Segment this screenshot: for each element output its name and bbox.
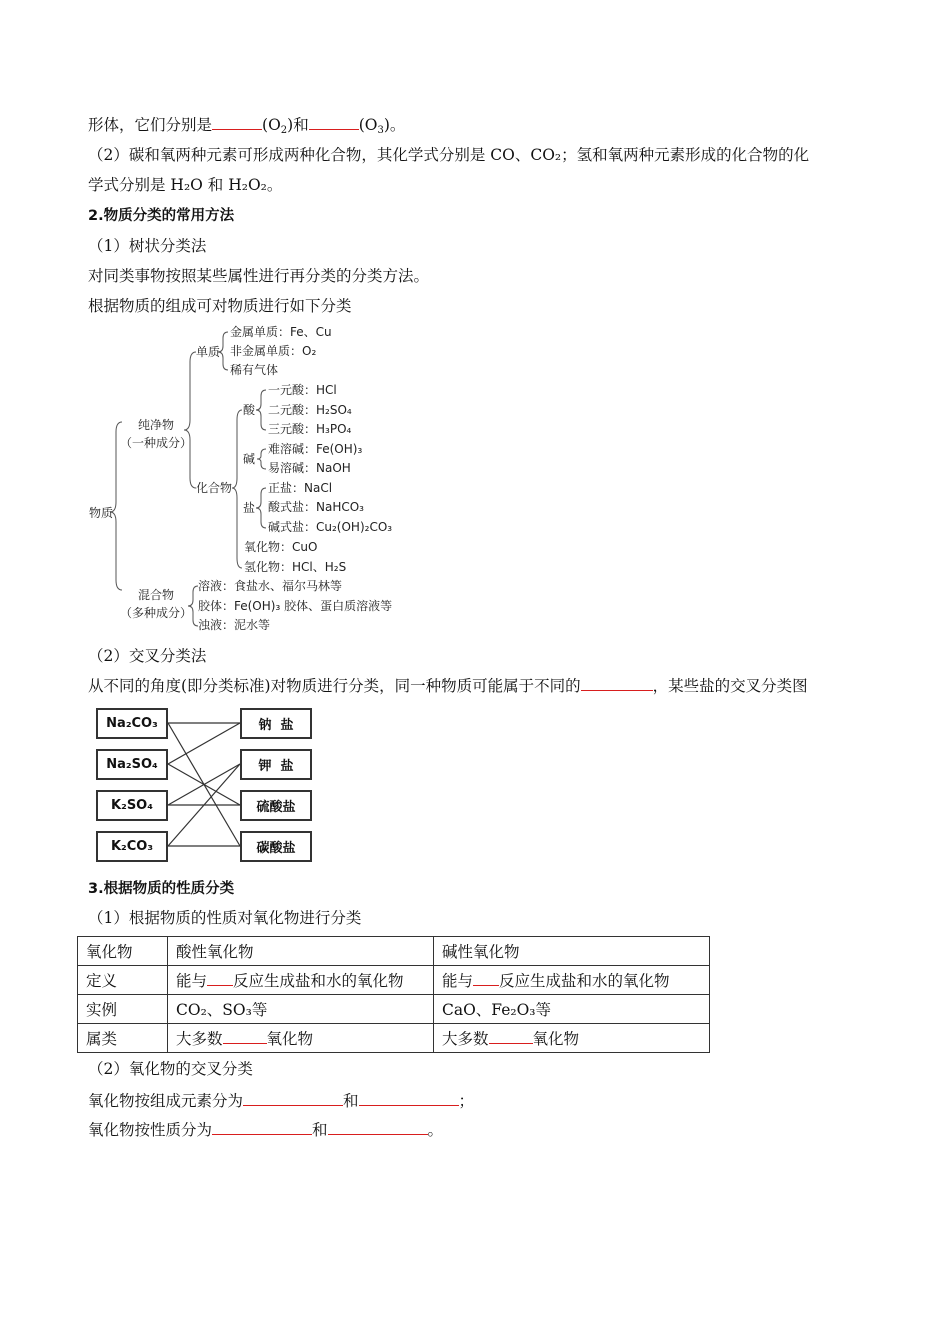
tree-nonmetal: 非金属单质：O₂ [230, 344, 317, 358]
tree-mix-2: 胶体：Fe(OH)₃ 胶体、蛋白质溶液等 [198, 599, 393, 613]
answer-blank[interactable] [243, 1091, 343, 1106]
brace-salt [256, 488, 266, 528]
table-cell: 能与 反应生成盐和水的氧化物 [434, 966, 710, 995]
cross-classification-diagram [92, 704, 328, 864]
cross-left-k2co3: K₂CO₃ [96, 831, 168, 862]
answer-blank[interactable] [212, 115, 262, 130]
tree-salt: 盐 [243, 501, 256, 515]
table-cell: 属类 [78, 1024, 168, 1053]
oxide-text: 氧化物按性质分为 [88, 1121, 213, 1139]
cross-right-sulfate: 硫酸盐 [240, 790, 312, 821]
table-cell: 实例 [78, 995, 168, 1024]
subscript: 3 [377, 125, 384, 136]
table-row [78, 966, 710, 995]
subsection-cross: （2）交叉分类法 [88, 647, 207, 665]
table-row [78, 1024, 710, 1053]
table-cell: 大多数 氧化物 [168, 1024, 434, 1053]
tree-acid: 酸 [243, 403, 256, 417]
table-cell: CaO、Fe₂O₃等 [434, 995, 710, 1024]
intro-line-2: （2）碳和氧两种元素可形成两种化合物，其化学式分别是 CO、CO₂；氢和氧两种元素形成的化合物的化 [88, 146, 810, 164]
oxide-composition-line [88, 1091, 474, 1111]
answer-blank[interactable] [207, 971, 233, 986]
tree-base-1: 难溶碱：Fe(OH)₃ [268, 442, 363, 456]
oxide-text: 和 [312, 1121, 328, 1139]
table-cell: 定义 [78, 966, 168, 995]
cross-left-na2co3: Na₂CO₃ [96, 708, 168, 739]
tree-mix-3: 浊液：泥水等 [198, 618, 271, 632]
cross-left-na2so4: Na₂SO₄ [96, 749, 168, 780]
table-row [78, 937, 710, 966]
section-3-heading: 3.根据物质的性质分类 [88, 881, 235, 897]
tree-description: 对同类事物按照某些属性进行再分类的分类方法。 [88, 267, 430, 285]
tree-root: 物质 [89, 506, 114, 520]
classification-tree [86, 322, 406, 638]
subscript: 2 [280, 125, 288, 136]
oxide-text: 氧化物按组成元素分为 [88, 1092, 244, 1110]
tree-salt-3: 碱式盐：Cu₂(OH)₂CO₃ [268, 520, 393, 534]
tree-mixture: 混合物 [138, 588, 175, 602]
cross-desc-text: ，某些盐的交叉分类图 [652, 677, 808, 695]
formula-text: (O [262, 116, 281, 134]
intro-text: )和 [287, 116, 309, 134]
table-cell: 大多数 氧化物 [434, 1024, 710, 1053]
tree-mixture-note: （多种成分） [120, 606, 193, 620]
tree-acid-2: 二元酸：H₂SO₄ [268, 403, 352, 417]
section-2-heading: 2.物质分类的常用方法 [88, 208, 235, 224]
oxide-text: 和 [343, 1092, 359, 1110]
tree-pure-note: （一种成分） [120, 436, 193, 450]
formula-text: (O [358, 116, 378, 134]
cross-description [88, 676, 808, 696]
oxide-text: ； [458, 1092, 475, 1110]
brace-acid [256, 390, 266, 430]
oxide-table [77, 936, 710, 1053]
intro-line-1 [88, 115, 405, 141]
cross-right-carbonate: 碳酸盐 [240, 831, 312, 862]
subsection-tree: （1）树状分类法 [88, 237, 207, 255]
brace-pure [184, 352, 196, 488]
tree-hydride: 氢化物：HCl、H₂S [244, 560, 347, 574]
tree-noble: 稀有气体 [230, 363, 279, 377]
intro-text: 形体，它们分别是 [88, 116, 213, 134]
cross-desc-text: 从不同的角度(即分类标准)对物质进行分类，同一种物质可能属于不同的 [88, 677, 581, 695]
tree-oxide: 氧化物：CuO [244, 540, 318, 554]
cross-right-sodium-salt: 钠 盐 [240, 708, 312, 739]
tree-salt-2: 酸式盐：NaHCO₃ [268, 500, 364, 514]
tree-elemental: 单质 [196, 345, 221, 359]
answer-blank[interactable] [309, 115, 359, 130]
subsection-oxide-property: （1）根据物质的性质对氧化物进行分类 [88, 909, 362, 927]
tree-acid-1: 一元酸：HCl [268, 383, 337, 397]
cross-left-k2so4: K₂SO₄ [96, 790, 168, 821]
table-row [78, 995, 710, 1024]
subsection-oxide-cross: （2）氧化物的交叉分类 [88, 1060, 253, 1078]
tree-metal: 金属单质：Fe、Cu [230, 325, 332, 339]
tree-acid-3: 三元酸：H₃PO₄ [268, 422, 352, 436]
oxide-property-line [88, 1120, 443, 1140]
answer-blank[interactable] [328, 1120, 428, 1135]
tree-mix-1: 溶液：食盐水、福尔马林等 [198, 579, 343, 593]
answer-blank[interactable] [473, 971, 499, 986]
tree-base: 碱 [243, 452, 256, 466]
cross-right-potassium-salt: 钾 盐 [240, 749, 312, 780]
table-header-cell: 碱性氧化物 [434, 937, 710, 966]
answer-blank[interactable] [581, 676, 653, 691]
intro-line-3: 学式分别是 H₂O 和 H₂O₂。 [88, 176, 283, 194]
intro-text: )。 [383, 116, 406, 134]
oxide-text: 。 [427, 1121, 444, 1139]
answer-blank[interactable] [223, 1029, 267, 1044]
answer-blank[interactable] [212, 1120, 312, 1135]
table-header-cell: 氧化物 [78, 937, 168, 966]
table-cell: 能与 反应生成盐和水的氧化物 [168, 966, 434, 995]
answer-blank[interactable] [489, 1029, 533, 1044]
tree-base-2: 易溶碱：NaOH [268, 461, 351, 475]
tree-intro: 根据物质的组成可对物质进行如下分类 [88, 297, 352, 315]
table-header-cell: 酸性氧化物 [168, 937, 434, 966]
tree-salt-1: 正盐：NaCl [268, 481, 333, 495]
table-cell: CO₂、SO₃等 [168, 995, 434, 1024]
tree-pure: 纯净物 [138, 418, 175, 432]
answer-blank[interactable] [359, 1091, 459, 1106]
tree-compound: 化合物 [196, 481, 233, 495]
brace-base [257, 449, 266, 469]
brace-compound [232, 410, 242, 568]
